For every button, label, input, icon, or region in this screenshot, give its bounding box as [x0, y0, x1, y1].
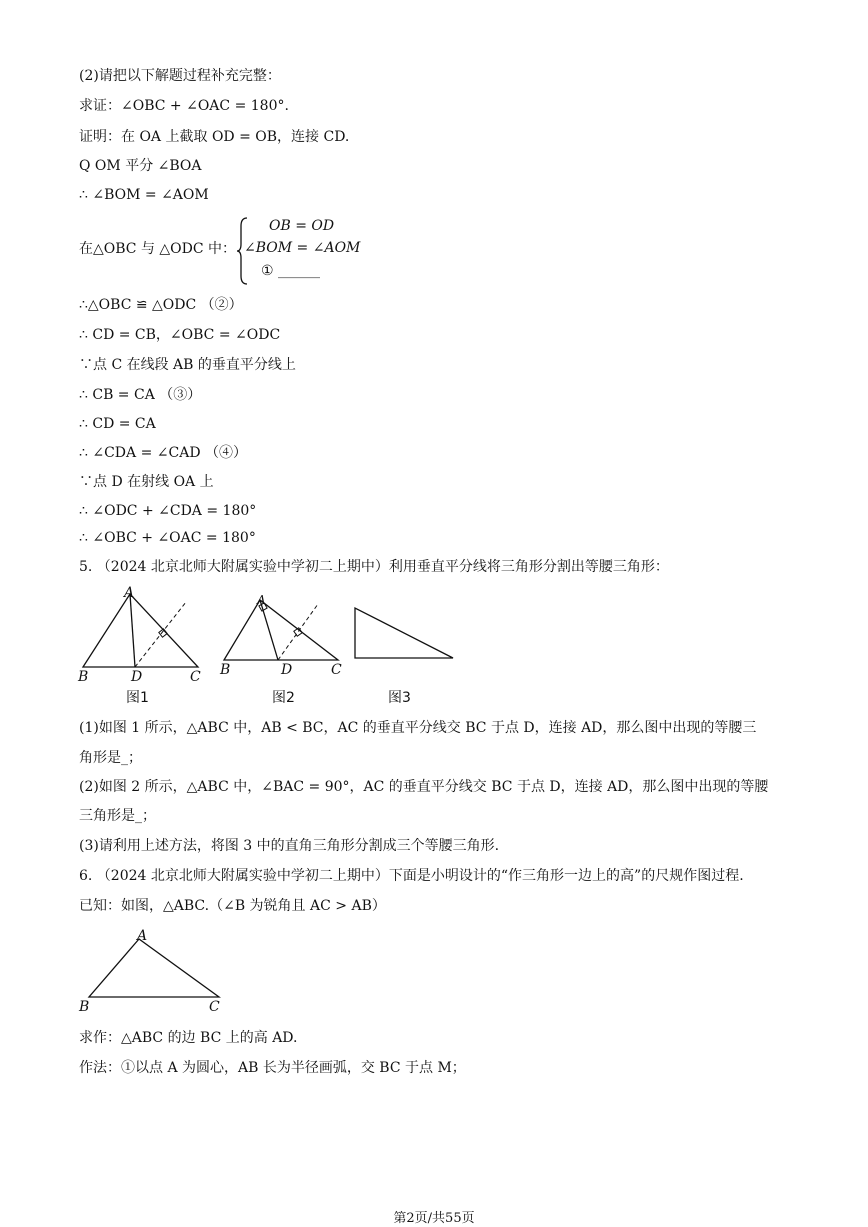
- text-line: 三角形是_；: [79, 808, 156, 824]
- fig3-caption: 图3: [388, 690, 411, 706]
- fig1-label-d: D: [131, 669, 143, 685]
- page-footer: 第2页/共55页: [393, 1211, 475, 1226]
- text-line: ∴ ∠CDA = ∠CAD （④）: [79, 445, 247, 461]
- text-line: (2)如图 2 所示，△ABC 中，∠BAC = 90°，AC 的垂直平分线交 BC 于点 D，连接 AD，那么图中出现的等腰: [79, 779, 769, 795]
- text-line: 求证：∠OBC + ∠OAC = 180°.: [79, 98, 289, 114]
- text-line: 证明：在 OA 上截取 OD = OB，连接 CD.: [79, 129, 350, 145]
- fig4-label-a: A: [137, 928, 148, 944]
- equation-system: [237, 216, 367, 286]
- text-line: (1)如图 1 所示，△ABC 中，AB < BC，AC 的垂直平分线交 BC 于点 D，连接 AD，那么图中出现的等腰三: [79, 720, 757, 736]
- text-line: 求作：△ABC 的边 BC 上的高 AD.: [79, 1030, 298, 1046]
- fig1-label-b: B: [78, 669, 89, 685]
- fig1-caption: 图1: [126, 690, 149, 706]
- text-line: ∵点 D 在射线 OA 上: [79, 474, 214, 490]
- problem-6-heading: 6. （2024 北京北师大附属实验中学初二上期中）下面是小明设计的“作三角形一边上的高”的尺规作图过程.: [79, 868, 744, 884]
- fig2-caption: 图2: [272, 690, 295, 706]
- text-line: Q OM 平分 ∠BOA: [79, 158, 202, 174]
- text-line: ∴ ∠OBC + ∠OAC = 180°: [79, 530, 256, 546]
- figure-3: [352, 605, 462, 665]
- text-line: ∴△OBC ≌ △ODC （②）: [79, 297, 243, 313]
- text-line: ∴ CB = CA （③）: [79, 387, 202, 403]
- text-line: 已知：如图，△ABC.（∠B 为锐角且 AC > AB）: [79, 898, 386, 914]
- text-line: ∴ ∠BOM = ∠AOM: [79, 187, 209, 203]
- fig2-label-a: A: [257, 593, 266, 607]
- fig1-label-c: C: [190, 669, 201, 685]
- figure-1: [75, 588, 205, 678]
- fig2-label-d: D: [281, 662, 293, 678]
- text-line: 在△OBC 与 △ODC 中：: [79, 241, 237, 257]
- fig2-label-b: B: [220, 662, 231, 678]
- text-line: ∴ CD = CA: [79, 416, 156, 432]
- fig4-label-c: C: [209, 999, 220, 1015]
- system-row-1: OB = OD: [269, 218, 335, 234]
- text-line: 角形是_；: [79, 750, 142, 766]
- system-row-3: ① ______: [261, 263, 321, 279]
- fig2-label-c: C: [331, 662, 342, 678]
- fig1-label-a: A: [124, 585, 135, 601]
- text-line: (2)请把以下解题过程补充完整：: [79, 68, 281, 84]
- system-row-2: ∠BOM = ∠AOM: [244, 240, 361, 256]
- text-line: (3)请利用上述方法，将图 3 中的直角三角形分割成三个等腰三角形.: [79, 838, 500, 854]
- text-line: ∴ ∠ODC + ∠CDA = 180°: [79, 503, 257, 519]
- fig4-label-b: B: [79, 999, 90, 1015]
- problem-5-heading: 5. （2024 北京北师大附属实验中学初二上期中）利用垂直平分线将三角形分割出等腰三角形：: [79, 559, 669, 575]
- text-line: ∵点 C 在线段 AB 的垂直平分线上: [79, 357, 296, 373]
- text-line: 作法：①以点 A 为圆心，AB 长为半径画弧，交 BC 于点 M；: [79, 1060, 466, 1076]
- text-line: ∴ CD = CB，∠OBC = ∠ODC: [79, 327, 281, 343]
